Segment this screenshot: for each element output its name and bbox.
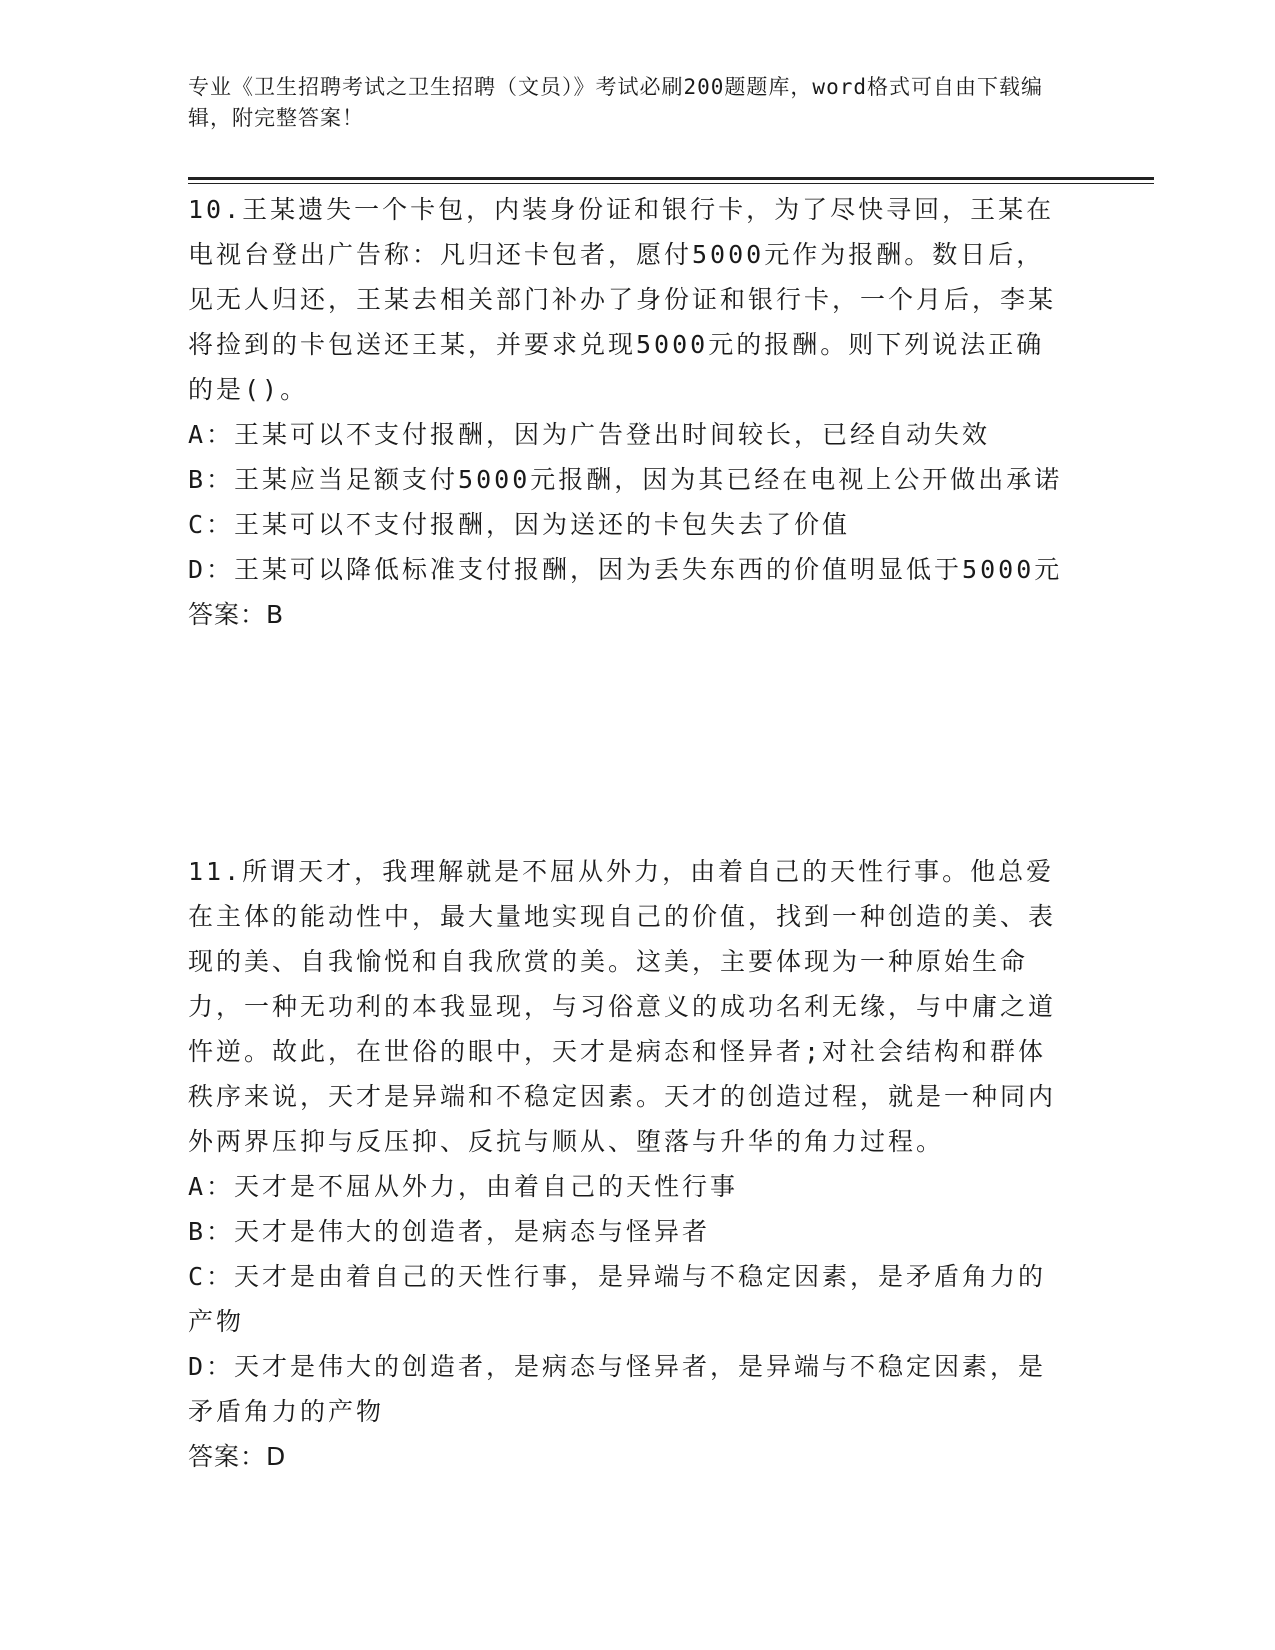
document-header: 专业《卫生招聘考试之卫生招聘（文员）》考试必刷200题题库，word格式可自由下载编辑，附完整答案！ [188, 75, 1043, 130]
option-d: D：王某可以降低标准支付报酬，因为丢失东西的价值明显低于5000元 [188, 555, 1063, 584]
question-stem: 10.王某遗失一个卡包，内装身份证和银行卡，为了尽快寻回，王某在电视台登出广告称：凡归还卡包者，愿付5000元作为报酬。数日后，见无人归还，王某去相关部门补办了身份证和银行卡，一个月后，李某将捡到的卡包送还王某，并要求兑现5000元的报酬。则下列说法正确的是()。 [188, 195, 1057, 404]
option-b: B：王某应当足额支付5000元报酬，因为其已经在电视上公开做出承诺 [188, 465, 1063, 494]
answer-line: 答案：B [188, 600, 285, 629]
header-divider-thin [188, 183, 1154, 184]
question-11 [188, 849, 1068, 1479]
option-a: A：天才是不屈从外力，由着自己的天性行事 [188, 1172, 739, 1201]
header-divider-thick [188, 177, 1154, 180]
question-stem: 11.所谓天才，我理解就是不屈从外力，由着自己的天性行事。他总爱在主体的能动性中，最大量地实现自己的价值，找到一种创造的美、表现的美、自我愉悦和自我欣赏的美。这美，主要体现为一种原始生命力，一种无功利的本我显现，与习俗意义的成功名利无缘，与中庸之道忤逆。故此，在世俗的眼中，天才是病态和怪异者;对社会结构和群体秩序来说，天才是异端和不稳定因素。天才的创造过程，就是一种同内外两界压抑与反压抑、反抗与顺从、堕落与升华的角力过程。 [188, 857, 1057, 1156]
option-d: D：天才是伟大的创造者，是病态与怪异者，是异端与不稳定因素，是矛盾角力的产物 [188, 1352, 1047, 1426]
option-b: B：天才是伟大的创造者，是病态与怪异者 [188, 1217, 711, 1246]
option-c: C：王某可以不支付报酬，因为送还的卡包失去了价值 [188, 510, 851, 539]
option-a: A：王某可以不支付报酬，因为广告登出时间较长，已经自动失效 [188, 420, 991, 449]
question-10 [188, 187, 1068, 637]
answer-line: 答案：D [188, 1442, 287, 1471]
option-c: C：天才是由着自己的天性行事，是异端与不稳定因素，是矛盾角力的产物 [188, 1262, 1047, 1336]
